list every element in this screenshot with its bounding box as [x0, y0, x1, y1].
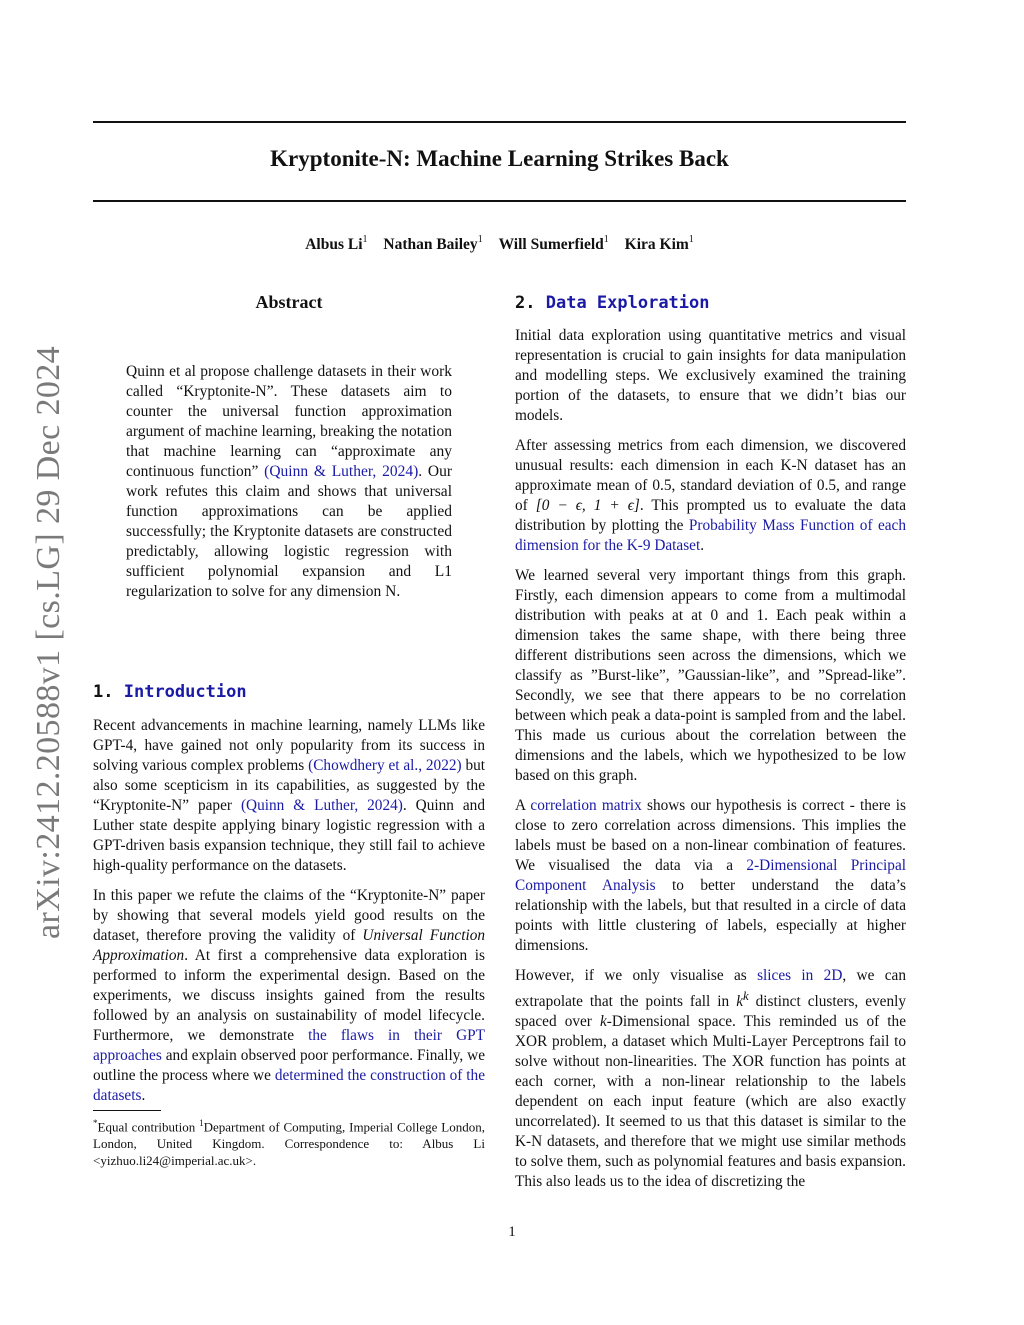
- paragraph: We learned several very important things from this graph. Firstly, each dimension appears to come from a multimodal distribution with peaks at at 0 and 1. Each peak within a dimension takes the same shape, with there being three different distributions seen across the dimensions, which we classify as ”Burst-like”, ”Gaussian-like”, and ”Spread-like”. Secondly, we see that there appears to be no correlation between which peak a data-point is sampled from and the label. This made us curious about the correlation between the dimensions and the labels, which we hypothesized to be low based on this graph.: [515, 567, 906, 784]
- math-range: [0 − ϵ, 1 + ϵ]: [535, 497, 640, 514]
- paragraph: After assessing metrics from each dimension, we discovered unusual results: each dimension in each K-N dataset has an approximate mean of 0.5, standard deviation of 0.5, and range of [0 − ϵ, 1 + ϵ]. This prompted us to evaluate the data distribution by plotting the Probability Mass Function of each dimension for the K-9 Dataset.: [515, 437, 906, 554]
- section-heading-introduction: 1. Introduction: [93, 682, 247, 702]
- paper-title: Kryptonite-N: Machine Learning Strikes Back: [270, 146, 729, 171]
- citation-link[interactable]: (Quinn & Luther, 2024): [240, 797, 403, 814]
- footnote-rule: [93, 1110, 161, 1111]
- paragraph: However, if we only visualise as slices in 2D, we can extrapolate that the points fall in $k^k$ distinct clusters, evenly spaced over k-Dimensional space. This reminded us of the XOR problem, a dataset which Multi-Layer Perceptrons fail to solve without non-linearities. The XOR function has points at each corner, with a non-linear relationship to the labels dependent on each input feature (which are also exactly uncorrelated). It seemed to us that this dataset is similar to the K-N datasets, and therefore that we might use similar methods to solve them, such as polynomial features and basis expansion. This also leads us to the idea of discretizing the: [515, 967, 907, 1191]
- construction-link[interactable]: determined the construction of the datasets: [93, 1067, 485, 1104]
- author-list: [93, 236, 906, 254]
- abstract-text: Quinn et al propose challenge datasets in their work called “Kryptonite-N”. These datasets aim to counter the universal function approximation argument of machine learning, breaking the notation that machine learning can “approximate any continuous function” (Quinn & Luther, 2024). Our work refutes this claim and shows that universal function approximations can be applied successfully; the Kryptonite datasets are constructed predictably, allowing logistic regression with sufficient polynomial expansion and L1 regularization to solve for any dimension N.: [126, 363, 453, 600]
- author: Will Sumerfield$^1$: [498, 234, 609, 253]
- abstract-heading: Abstract: [255, 292, 323, 312]
- title-top-rule: [93, 121, 906, 123]
- author: Kira Kim$^1$: [624, 234, 694, 253]
- correlation-matrix-link[interactable]: correlation matrix: [530, 797, 642, 814]
- pmf-link[interactable]: Probability Mass Function of each dimension for the K-9 Dataset: [515, 517, 906, 554]
- paragraph: A correlation matrix shows our hypothesis is correct - there is close to zero correlation across dimensions. This implies the labels must be based on a non-linear combination of features. We visualised the data via a 2-Dimensional Principal Component Analysis to better understand the data’s relationship with the labels, but that resulted in a circle of data points with little clustering of labels, especially at higher dimensions.: [515, 797, 906, 954]
- paragraph: Initial data exploration using quantitative metrics and visual representation is crucial to gain insights for data manipulation and modelling steps. We exclusively examined the training portion of the datasets, to ensure that we didn’t bias our models.: [515, 327, 906, 424]
- pca-link[interactable]: 2-Dimensional Principal Component Analysis: [515, 857, 906, 894]
- author: Albus Li$^1$: [305, 234, 368, 253]
- page-number: 1: [508, 1224, 516, 1240]
- title-bottom-rule: [93, 200, 906, 202]
- paragraph: Recent advancements in machine learning, namely LLMs like GPT-4, have gained not only popularity from its success in solving various complex problems (Chowdhery et al., 2022) but also some scepticism in its capabilities, as suggested by the “Kryptonite-N” paper (Quinn & Luther, 2024). Quinn and Luther state despite applying binary logistic regression with a GPT-driven basis expansion technique, they still fail to achieve high-quality performance on the datasets.: [93, 717, 485, 874]
- footnote: *Equal contribution $^1$Department of Computing, Imperial College London, London, United Kingdom. Correspondence to: Albus Li <yizhuo.li24@imperial.ac.uk>.: [93, 1118, 485, 1169]
- paragraph: In this paper we refute the claims of the “Kryptonite-N” paper by showing that several models yield good results on the dataset, therefore proving the validity of Universal Function Approximation. At first a comprehensive data exploration is performed to inform the experimental design. Based on the experiments, we discuss insights gained from the results followed by an analysis on sustainability of model lifecycle. Furthermore, we demonstrate the flaws in their GPT approaches and explain observed poor performance. Finally, we outline the process where we determined the construction of the datasets.: [93, 887, 485, 1104]
- introduction-body: [93, 716, 485, 1116]
- slices-link[interactable]: slices in 2D: [757, 967, 843, 984]
- arxiv-watermark: arXiv:2412.20588v1 [cs.LG] 29 Dec 2024: [30, 345, 67, 939]
- flaws-link[interactable]: the flaws in their GPT approaches: [93, 1027, 485, 1064]
- data-exploration-body: [515, 326, 906, 1202]
- citation-link[interactable]: (Chowdhery et al., 2022): [308, 757, 462, 774]
- section-heading-data-exploration: 2. Data Exploration: [515, 293, 710, 313]
- citation-link[interactable]: (Quinn & Luther, 2024): [264, 463, 419, 480]
- author: Nathan Bailey$^1$: [383, 234, 483, 253]
